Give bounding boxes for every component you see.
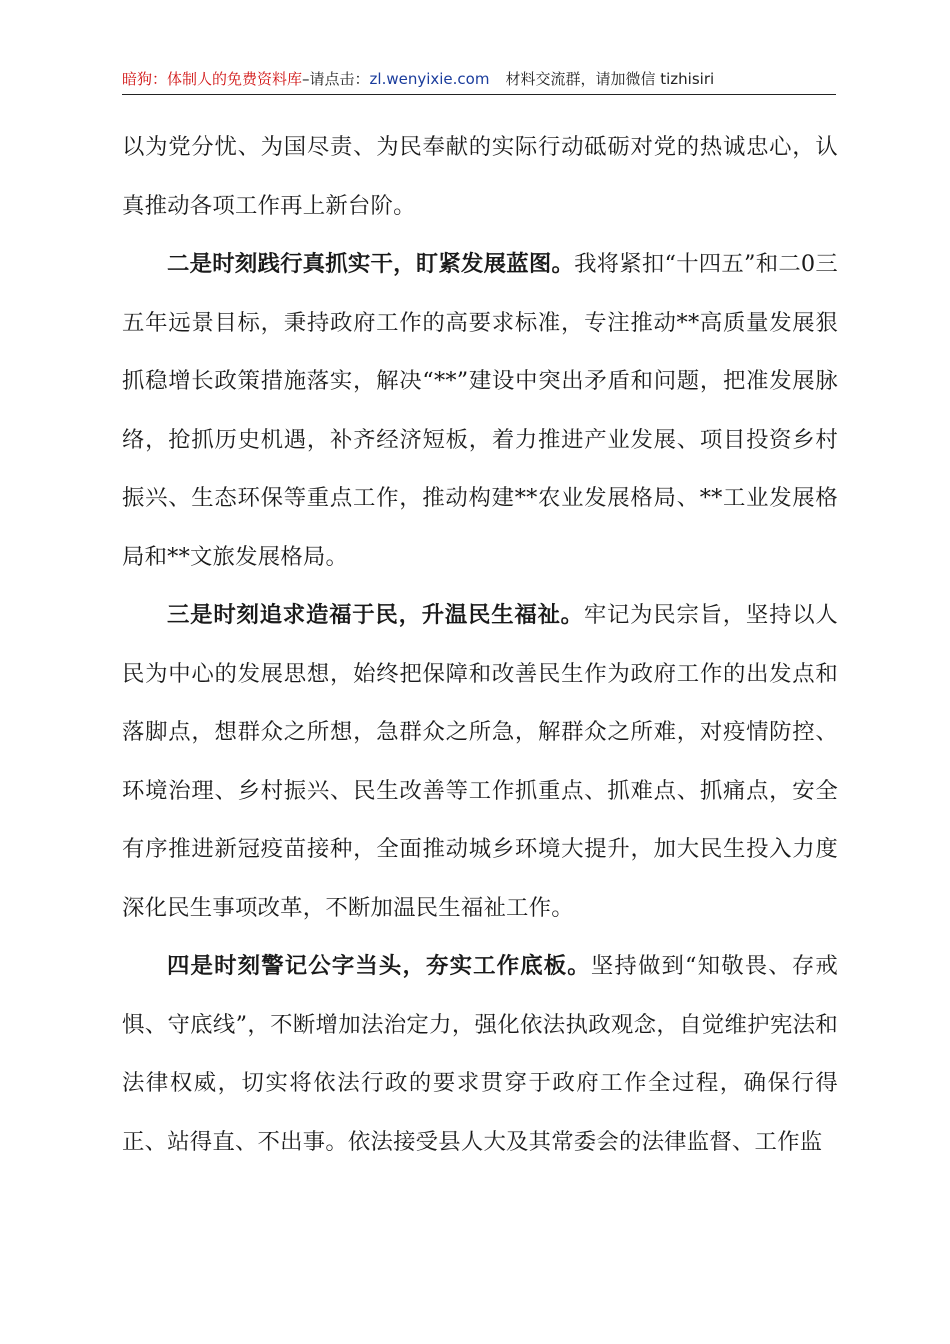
header-divider <box>122 94 836 95</box>
paragraph-body: 坚持做到“知敬畏、存戒惧、守底线”，不断增加法治定力，强化依法执政观念，自觉维护宪法和法律权威，切实将依法行政的要求贯穿于政府工作全过程，确保行得正、站得直、不出事。依法接受县人大及其常委会的法律监督、工作监 <box>122 953 838 1155</box>
paragraph-body: 我将紧扣“十四五”和二0三五年远景目标，秉持政府工作的高要求标准，专注推动**高质量发展狠抓稳增长政策措施落实，解决“**”建设中突出矛盾和问题，把准发展脉络，抢抓历史机遇，补齐经济短板，着力推进产业发展、项目投资乡村振兴、生态环保等重点工作，推动构建**农业发展格局、**工业发展格局和**文旅发展格局。 <box>122 251 838 570</box>
header-url-link[interactable]: zl.wenyixie.com <box>369 70 490 88</box>
page-header <box>122 66 834 92</box>
header-contact: 材料交流群，请加微信 tizhisiri <box>505 70 715 88</box>
header-click-prompt: –请点击： <box>302 70 370 88</box>
header-site-name: 暗狗：体制人的免费资料库 <box>122 70 303 88</box>
document-body <box>122 118 838 1171</box>
paragraph-lead: 二是时刻践行真抓实干，盯紧发展蓝图。 <box>167 251 575 277</box>
paragraph-lead: 四是时刻警记公字当头，夯实工作底板。 <box>167 953 591 979</box>
paragraph-lead: 三是时刻追求造福于民，升温民生福祉。 <box>167 602 584 628</box>
paragraph-point-two <box>122 235 838 586</box>
paragraph-point-four <box>122 937 838 1171</box>
paragraph-point-three <box>122 586 838 937</box>
paragraph-continuation <box>122 118 838 235</box>
paragraph-body: 以为党分忧、为国尽责、为民奉献的实际行动砥砺对党的热诚忠心，认真推动各项工作再上新台阶。 <box>122 134 838 219</box>
paragraph-body: 牢记为民宗旨，坚持以人民为中心的发展思想，始终把保障和改善民生作为政府工作的出发点和落脚点，想群众之所想，急群众之所急，解群众之所难，对疫情防控、环境治理、乡村振兴、民生改善等工作抓重点、抓难点、抓痛点，安全有序推进新冠疫苗接种，全面推动城乡环境大提升，加大民生投入力度深化民生事项改革，不断加温民生福祉工作。 <box>122 602 838 921</box>
